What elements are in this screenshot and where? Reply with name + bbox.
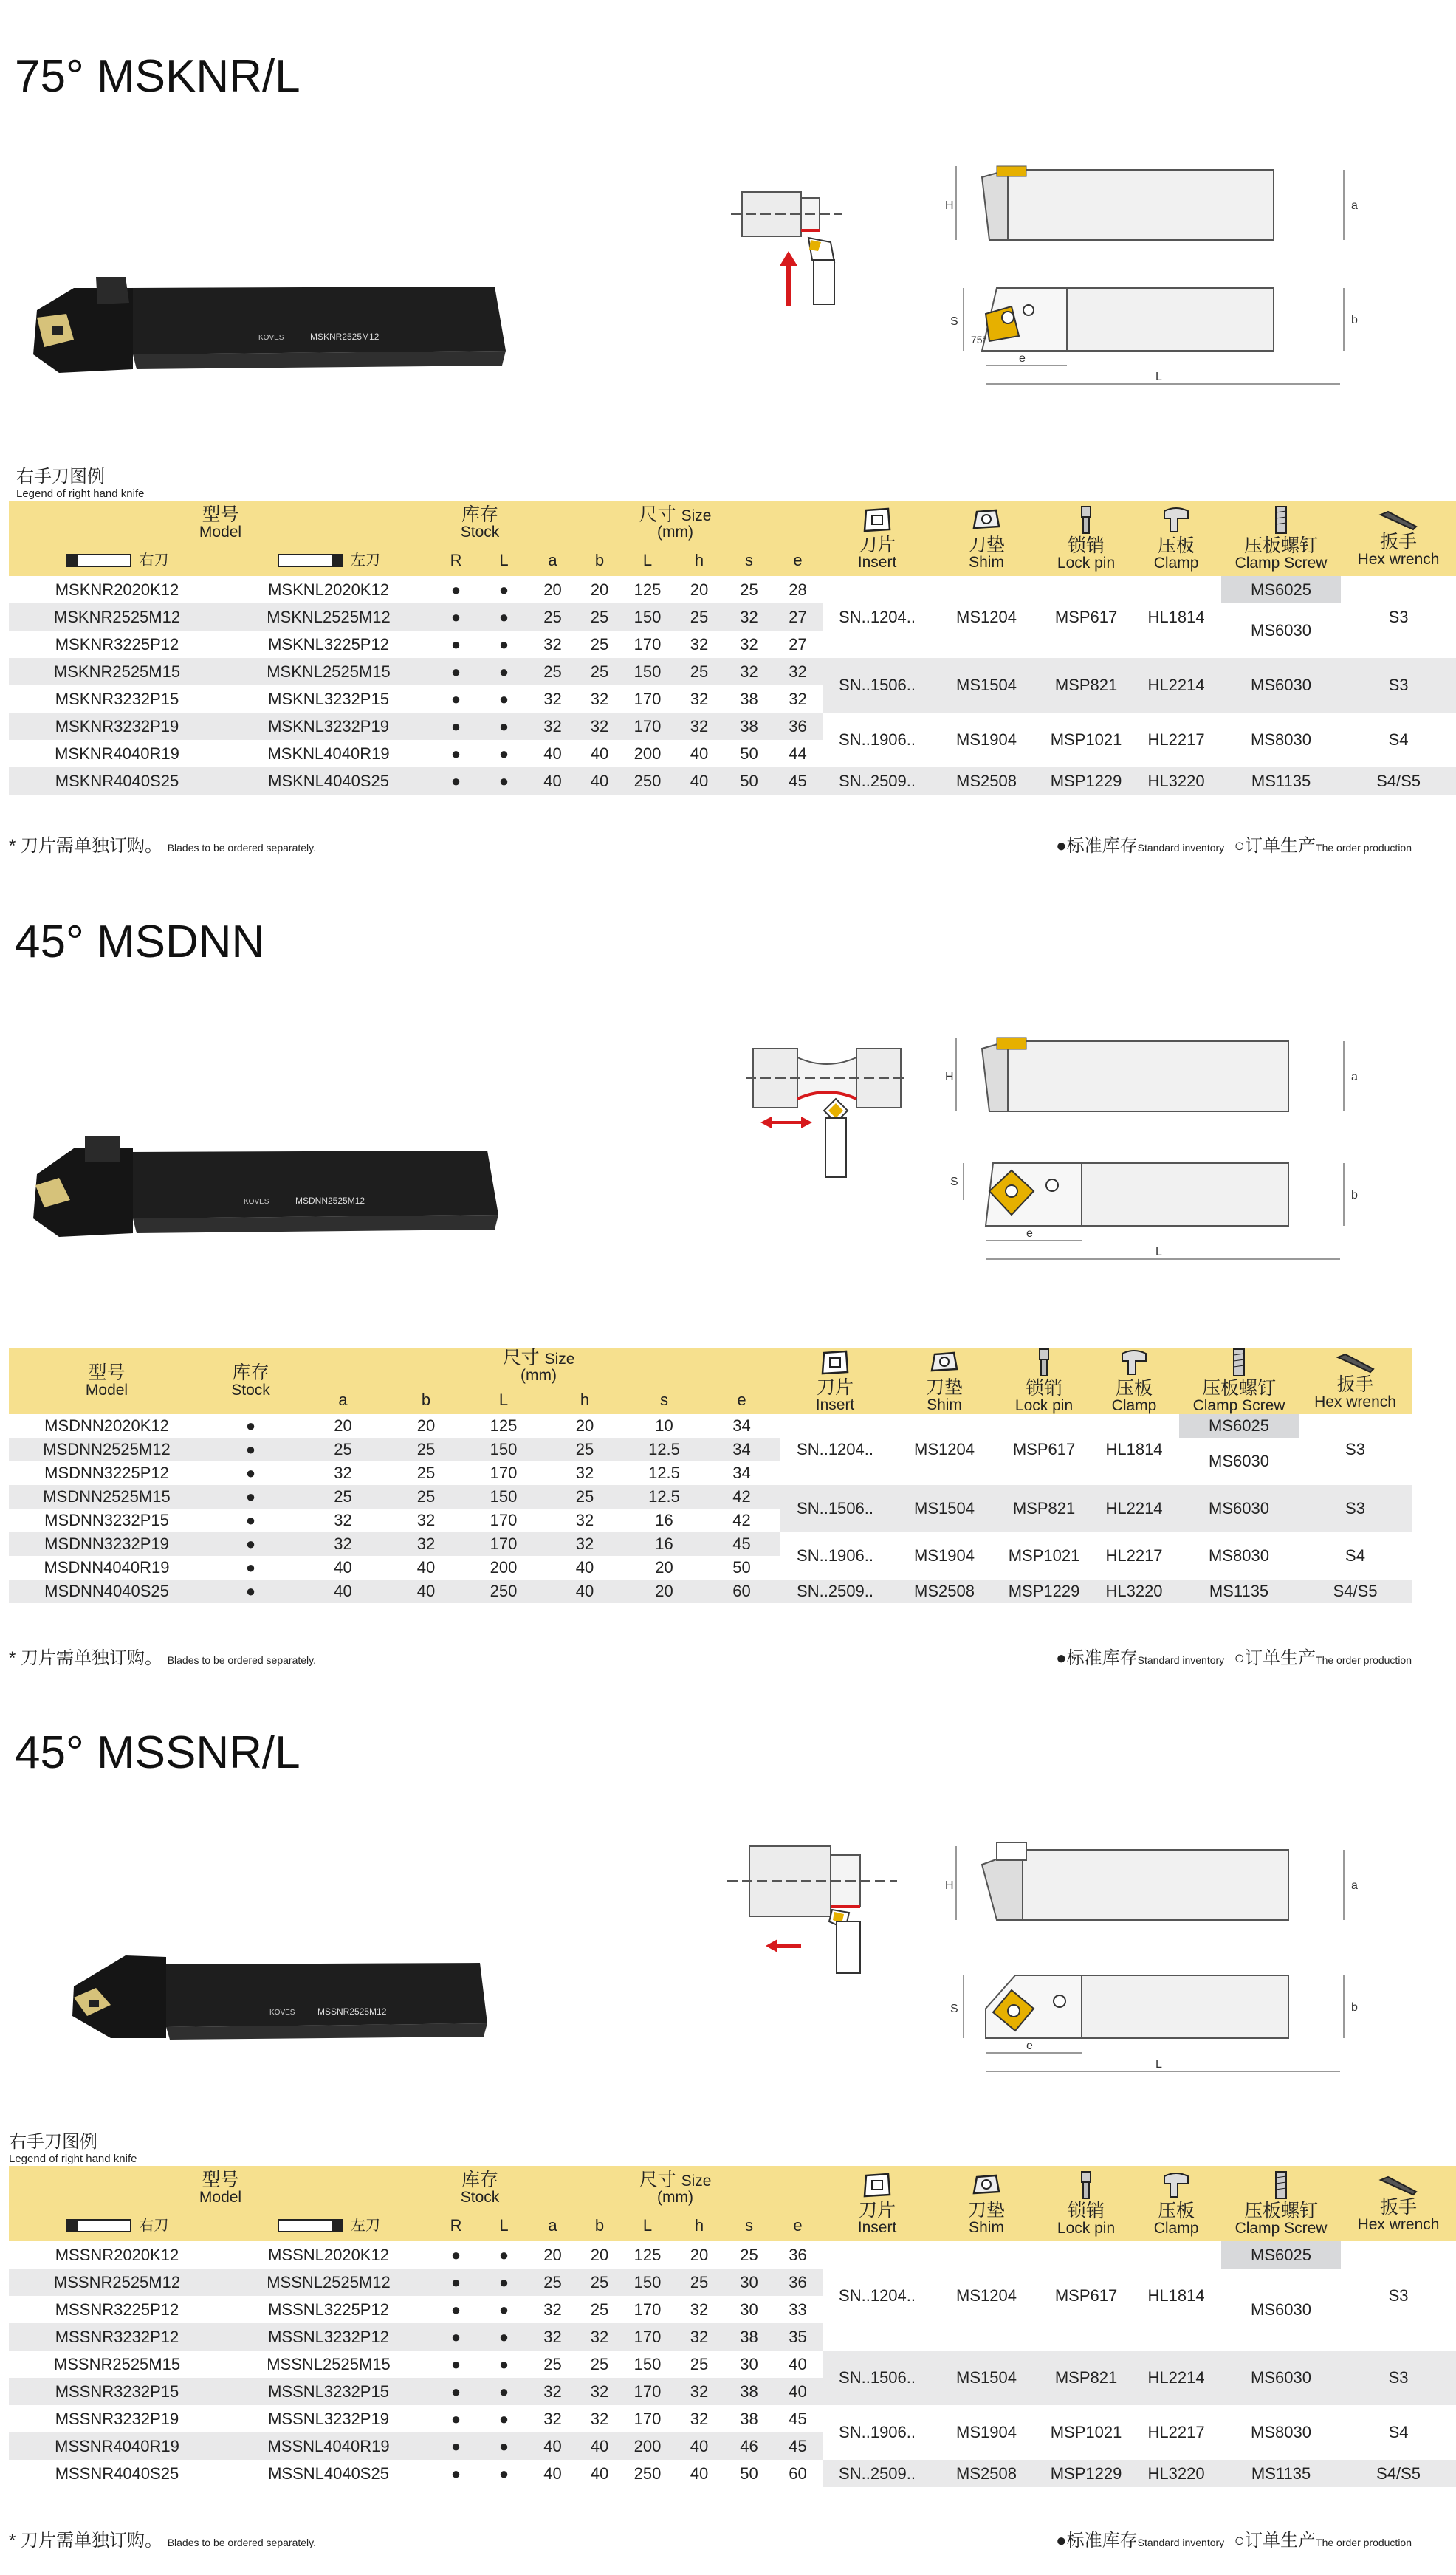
- header-model: 型号 Model: [9, 1348, 205, 1414]
- header-model: 型号 Model: [9, 2166, 432, 2210]
- dim-e: e: [1026, 2040, 1033, 2052]
- header-s: s: [625, 1385, 703, 1414]
- table-row: MSDNN3225P12 ● 32 25 170 32 12.5 34: [9, 1461, 1412, 1485]
- tool-photo-label: MSSNR2525M12: [317, 2006, 387, 2017]
- header-hex-wrench: 扳手 Hex wrench: [1341, 501, 1456, 576]
- table-row: MSKNR4040R19 MSKNL4040R19 ● ● 40 40 200 40 50 44: [9, 740, 1456, 767]
- lock-pin-icon: [1075, 505, 1097, 535]
- lock-pin-icon: [1075, 2170, 1097, 2200]
- table-row: MSDNN2525M12 ● 25 25 150 25 12.5 34 MS6030: [9, 1438, 1412, 1461]
- header-insert: 刀片 Insert: [823, 2166, 932, 2241]
- stock-legend: ●标准库存Standard inventory ○订单生产The order production: [1056, 2531, 1412, 2551]
- spec-table: [9, 501, 1456, 795]
- legend-zh: 右手刀图例: [9, 2132, 97, 2152]
- header-h: h: [673, 2210, 725, 2241]
- header-stock-r: R: [432, 545, 480, 576]
- section-mssnr: [0, 1684, 1440, 2575]
- order-note: * 刀片需单独订购。 Blades to be ordered separately.: [9, 2531, 316, 2551]
- left-hand-icon: [277, 2215, 343, 2236]
- table-row: MSKNR2525M15 MSKNL2525M15 ● ● 25 25 150 25 32 32 SN..1506.. MS1504 MSP821 HL2214 MS6030 S3: [9, 658, 1456, 685]
- header-stock-r: R: [432, 2210, 480, 2241]
- clamp-icon: [1118, 1348, 1150, 1377]
- table-row: MSKNR2525M12 MSKNL2525M12 ● ● 25 25 150 25 32 27 MS6030: [9, 603, 1456, 631]
- spec-table: [9, 1348, 1412, 1603]
- hex-wrench-icon: [1378, 509, 1419, 531]
- table-footer: [9, 831, 1412, 857]
- dim-L: L: [1155, 371, 1162, 383]
- header-stock: 库存 Stock: [432, 501, 528, 545]
- dim-angle: 75°: [971, 334, 987, 346]
- header-left-hand: 左刀: [225, 2210, 432, 2241]
- table-row: MSDNN4040R19 ● 40 40 200 40 20 50: [9, 1556, 1412, 1580]
- header-b: b: [577, 545, 622, 576]
- header-lock-pin: 锁销 Lock pin: [1041, 501, 1131, 576]
- clamp-icon: [1160, 2170, 1192, 2200]
- left-hand-icon: [277, 550, 343, 571]
- table-row: MSSNR3225P12 MSSNL3225P12 ● ● 32 25 170 32 30 33: [9, 2296, 1456, 2323]
- right-hand-icon: [66, 2215, 132, 2236]
- header-shim: 刀垫 Shim: [890, 1348, 999, 1414]
- tool-photo: [15, 1108, 524, 1255]
- dimension-drawing-top: [941, 281, 1370, 399]
- tool-photo-label: MSDNN2525M12: [295, 1196, 365, 1206]
- section-title: 45° MSSNR/L: [15, 1727, 301, 1778]
- application-diagram: [731, 177, 864, 310]
- header-stock: 库存 Stock: [432, 2166, 528, 2210]
- legend-zh: 右手刀图例: [16, 467, 105, 487]
- dim-S: S: [950, 1176, 958, 1188]
- header-a: a: [297, 1385, 389, 1414]
- tool-photo-label: MSKNR2525M12: [310, 332, 380, 342]
- clamp-screw-icon: [1229, 1348, 1249, 1377]
- order-note: * 刀片需单独订购。 Blades to be ordered separately.: [9, 836, 316, 856]
- tool-photo: [15, 244, 524, 391]
- dim-H: H: [945, 1879, 954, 1892]
- header-lock-pin: 锁销 Lock pin: [1041, 2166, 1131, 2241]
- table-row: MSSNR4040S25 MSSNL4040S25 ● ● 40 40 250 40 50 60 SN..2509.. MS2508 MSP1229 HL3220 MS1135 S4/S5: [9, 2460, 1456, 2487]
- clamp-icon: [1160, 505, 1192, 535]
- header-insert: 刀片 Insert: [780, 1348, 890, 1414]
- hex-wrench-icon: [1335, 1351, 1376, 1374]
- header-s: s: [725, 2210, 773, 2241]
- table-row: MSSNR2525M12 MSSNL2525M12 ● ● 25 25 150 25 30 36 MS6030: [9, 2269, 1456, 2296]
- header-e: e: [773, 2210, 823, 2241]
- dim-e: e: [1026, 1227, 1033, 1240]
- header-L: L: [463, 1385, 544, 1414]
- header-s: s: [725, 545, 773, 576]
- header-a: a: [528, 2210, 577, 2241]
- header-hex-wrench: 扳手 Hex wrench: [1299, 1348, 1412, 1414]
- header-e: e: [773, 545, 823, 576]
- legend-en: Legend of right hand knife: [16, 487, 145, 500]
- dimension-drawing-top: [941, 1968, 1370, 2086]
- table-row: MSDNN3232P15 ● 32 32 170 32 16 42: [9, 1509, 1412, 1532]
- header-L: L: [622, 545, 673, 576]
- section-title: 75° MSKNR/L: [15, 51, 301, 102]
- dim-b: b: [1351, 1189, 1358, 1201]
- table-row: MSDNN3232P19 ● 32 32 170 32 16 45 SN..1906.. MS1904 MSP1021 HL2217 MS8030 S4: [9, 1532, 1412, 1556]
- tool-photo-brand-logo: KOVES: [244, 1198, 269, 1206]
- dim-b: b: [1351, 314, 1358, 326]
- dim-e: e: [1019, 352, 1026, 365]
- header-insert: 刀片 Insert: [823, 501, 932, 576]
- table-row: MSSNR3232P12 MSSNL3232P12 ● ● 32 32 170 32 38 35: [9, 2323, 1456, 2351]
- order-note: * 刀片需单独订购。 Blades to be ordered separately.: [9, 1648, 316, 1668]
- header-e: e: [703, 1385, 780, 1414]
- dim-L: L: [1155, 2058, 1162, 2071]
- clamp-screw-icon: [1271, 505, 1291, 535]
- spec-table: [9, 2166, 1456, 2487]
- dim-S: S: [950, 2003, 958, 2015]
- lock-pin-icon: [1033, 1348, 1055, 1377]
- header-clamp-screw: 压板螺钉 Clamp Screw: [1221, 2166, 1341, 2241]
- dimension-drawing-side: [941, 159, 1370, 247]
- dim-a: a: [1351, 1071, 1358, 1083]
- header-left-hand: 左刀: [225, 545, 432, 576]
- table-row: MSDNN2525M15 ● 25 25 150 25 12.5 42 SN..1506.. MS1504 MSP821 HL2214 MS6030 S3: [9, 1485, 1412, 1509]
- header-stock-l: L: [480, 545, 528, 576]
- legend-caption: [16, 462, 144, 500]
- insert-icon: [820, 1348, 851, 1376]
- header-h: h: [673, 545, 725, 576]
- header-size: 尺寸 Size (mm): [297, 1348, 780, 1385]
- table-row: MSSNR3232P19 MSSNL3232P19 ● ● 32 32 170 32 38 45 SN..1906.. MS1904 MSP1021 HL2217 MS8030 S4: [9, 2405, 1456, 2432]
- section-msknr: [0, 0, 1440, 871]
- header-a: a: [528, 545, 577, 576]
- table-footer: [9, 1643, 1412, 1669]
- stock-legend: ●标准库存Standard inventory ○订单生产The order production: [1056, 836, 1412, 856]
- table-row: MSSNR3232P15 MSSNL3232P15 ● ● 32 32 170 32 38 40: [9, 2378, 1456, 2405]
- dim-L: L: [1155, 1246, 1162, 1258]
- header-clamp: 压板 Clamp: [1131, 2166, 1221, 2241]
- header-size: 尺寸 Size (mm): [528, 501, 823, 545]
- table-row: MSKNR3232P19 MSKNL3232P19 ● ● 32 32 170 32 38 36 SN..1906.. MS1904 MSP1021 HL2217 MS8030 S4: [9, 713, 1456, 740]
- dimension-drawing-top: [941, 1156, 1370, 1274]
- table-row: MSKNR3225P12 MSKNL3225P12 ● ● 32 25 170 32 32 27: [9, 631, 1456, 658]
- legend-caption: [9, 2127, 137, 2165]
- header-clamp: 压板 Clamp: [1089, 1348, 1179, 1414]
- dim-S: S: [950, 315, 958, 328]
- dimension-drawing-side: [941, 1030, 1370, 1119]
- header-b: b: [389, 1385, 463, 1414]
- dim-a: a: [1351, 1879, 1358, 1892]
- table-row: MSKNR4040S25 MSKNL4040S25 ● ● 40 40 250 40 50 45 SN..2509.. MS2508 MSP1229 HL3220 MS1135 S4/S5: [9, 767, 1456, 795]
- application-diagram: [746, 1041, 908, 1182]
- table-row: MSSNR2020K12 MSSNL2020K12 ● ● 20 20 125 20 25 36 SN..1204.. MS1204 MSP617 HL1814 MS6025 S3: [9, 2241, 1456, 2269]
- header-clamp-screw: 压板螺钉 Clamp Screw: [1221, 501, 1341, 576]
- shim-icon: [971, 506, 1002, 534]
- dim-H: H: [945, 1071, 954, 1083]
- table-row: MSKNR2020K12 MSKNL2020K12 ● ● 20 20 125 20 25 28 SN..1204.. MS1204 MSP617 HL1814 MS6025 S3: [9, 576, 1456, 603]
- dimension-drawing-side: [941, 1839, 1370, 1927]
- application-diagram: [727, 1839, 897, 1979]
- tool-photo: [44, 1927, 502, 2060]
- hex-wrench-icon: [1378, 2174, 1419, 2196]
- header-model: 型号 Model: [9, 501, 432, 545]
- header-stock: 库存 Stock: [205, 1348, 297, 1414]
- header-shim: 刀垫 Shim: [932, 2166, 1041, 2241]
- table-row: MSDNN2020K12 ● 20 20 125 20 10 34 SN..1204.. MS1204 MSP617 HL1814 MS6025 S3: [9, 1414, 1412, 1438]
- insert-icon: [862, 506, 893, 534]
- section-title: 45° MSDNN: [15, 916, 265, 967]
- header-size: 尺寸 Size (mm): [528, 2166, 823, 2210]
- header-clamp: 压板 Clamp: [1131, 501, 1221, 576]
- dim-b: b: [1351, 2001, 1358, 2014]
- clamp-screw-icon: [1271, 2170, 1291, 2200]
- section-msdnn: [0, 871, 1418, 1684]
- tool-photo-brand-logo: KOVES: [269, 2009, 295, 2017]
- insert-icon: [862, 2171, 893, 2199]
- dim-a: a: [1351, 199, 1358, 212]
- stock-legend: ●标准库存Standard inventory ○订单生产The order production: [1056, 1648, 1412, 1668]
- header-right-hand: 右刀: [9, 545, 225, 576]
- header-right-hand: 右刀: [9, 2210, 225, 2241]
- header-clamp-screw: 压板螺钉 Clamp Screw: [1179, 1348, 1299, 1414]
- shim-icon: [971, 2171, 1002, 2199]
- table-row: MSSNR4040R19 MSSNL4040R19 ● ● 40 40 200 40 46 45: [9, 2432, 1456, 2460]
- header-shim: 刀垫 Shim: [932, 501, 1041, 576]
- header-lock-pin: 锁销 Lock pin: [999, 1348, 1089, 1414]
- header-hex-wrench: 扳手 Hex wrench: [1341, 2166, 1456, 2241]
- table-row: MSSNR2525M15 MSSNL2525M15 ● ● 25 25 150 25 30 40 SN..1506.. MS1504 MSP821 HL2214 MS6030 S3: [9, 2351, 1456, 2378]
- table-row: MSDNN4040S25 ● 40 40 250 40 20 60 SN..2509.. MS2508 MSP1229 HL3220 MS1135 S4/S5: [9, 1580, 1412, 1603]
- header-h: h: [544, 1385, 625, 1414]
- header-b: b: [577, 2210, 622, 2241]
- header-L: L: [622, 2210, 673, 2241]
- shim-icon: [929, 1348, 960, 1376]
- dim-H: H: [945, 199, 954, 212]
- tool-photo-brand-logo: KOVES: [258, 334, 284, 342]
- table-footer: [9, 2526, 1412, 2551]
- table-row: MSKNR3232P15 MSKNL3232P15 ● ● 32 32 170 32 38 32: [9, 685, 1456, 713]
- header-stock-l: L: [480, 2210, 528, 2241]
- legend-en: Legend of right hand knife: [9, 2153, 137, 2165]
- right-hand-icon: [66, 550, 132, 571]
